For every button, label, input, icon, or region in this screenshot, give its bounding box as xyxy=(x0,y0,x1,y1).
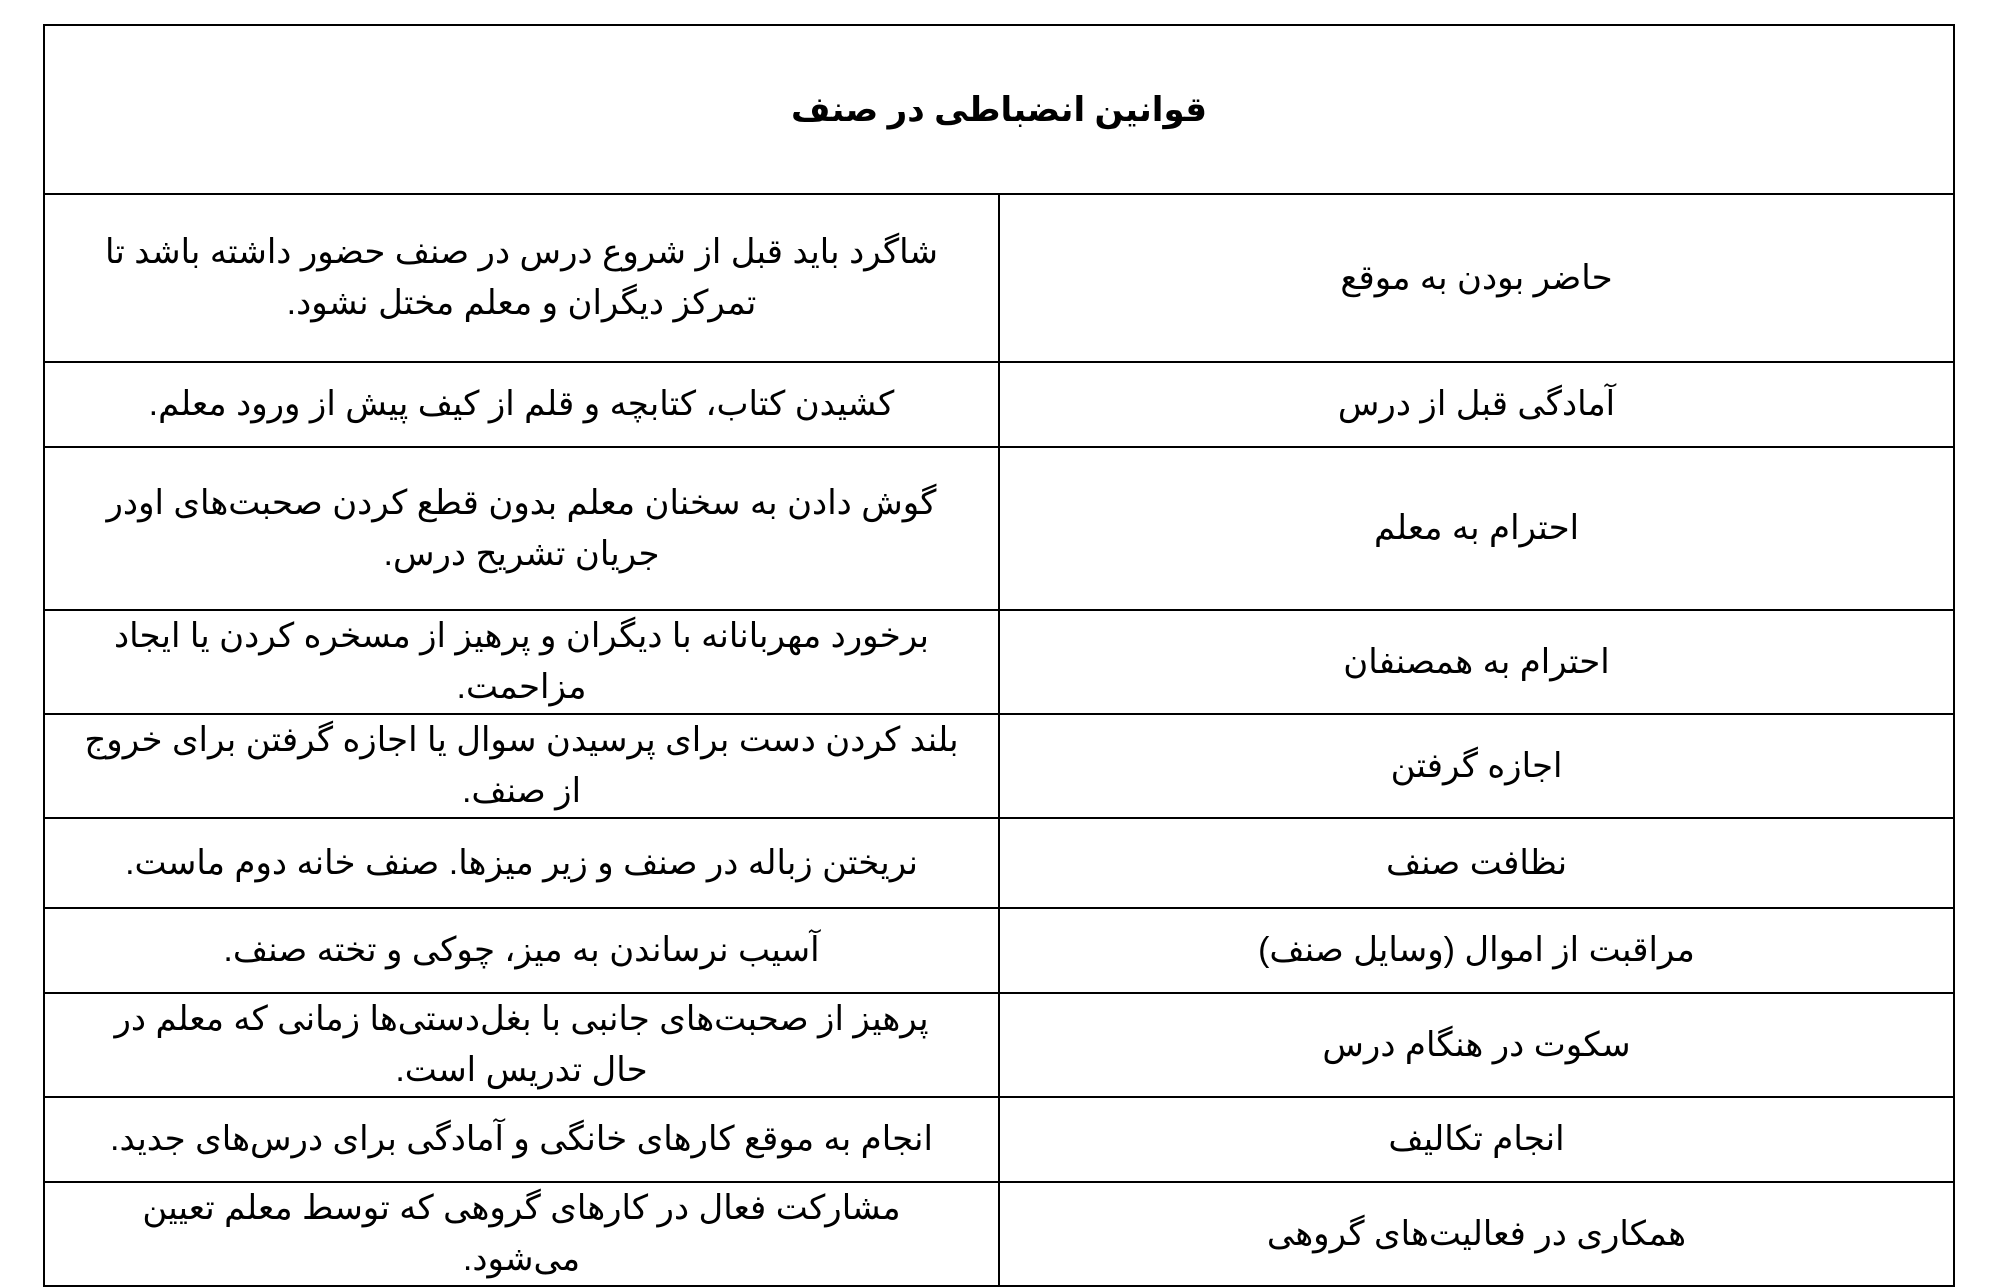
rule-description: انجام به موقع کارهای خانگی و آمادگی برای درس‌های جدید. xyxy=(44,1097,999,1182)
table-row xyxy=(44,1097,1954,1182)
table-row xyxy=(44,714,1954,818)
rule-name: حاضر بودن به موقع xyxy=(999,194,1954,362)
rule-name: آمادگی قبل از درس xyxy=(999,362,1954,447)
rule-name: احترام به معلم xyxy=(999,447,1954,610)
rule-name: احترام به همصنفان xyxy=(999,610,1954,714)
title-row xyxy=(44,25,1954,194)
table-row xyxy=(44,610,1954,714)
page-title: قوانین انضباطی در صنف xyxy=(44,25,1954,194)
rules-table xyxy=(43,24,1955,1287)
rule-description: کشیدن کتاب، کتابچه و قلم از کیف پیش از ورود معلم. xyxy=(44,362,999,447)
table-row xyxy=(44,818,1954,908)
table-row xyxy=(44,194,1954,362)
table-row xyxy=(44,447,1954,610)
rule-name: انجام تکالیف xyxy=(999,1097,1954,1182)
rule-description: پرهیز از صحبت‌های جانبی با بغل‌دستی‌ها زمانی که معلم در حال تدریس است. xyxy=(44,993,999,1097)
table-row xyxy=(44,993,1954,1097)
rule-name: اجازه گرفتن xyxy=(999,714,1954,818)
rule-description: نریختن زباله در صنف و زیر میزها. صنف خانه دوم ماست. xyxy=(44,818,999,908)
table-row xyxy=(44,1182,1954,1286)
rule-description: گوش دادن به سخنان معلم بدون قطع کردن صحبت‌های اودر جریان تشریح درس. xyxy=(44,447,999,610)
table-row xyxy=(44,908,1954,993)
rule-description: برخورد مهربانانه با دیگران و پرهیز از مسخره کردن یا ایجاد مزاحمت. xyxy=(44,610,999,714)
rule-name: مراقبت از اموال (وسایل صنف) xyxy=(999,908,1954,993)
rule-name: همکاری در فعالیت‌های گروهی xyxy=(999,1182,1954,1286)
table-row xyxy=(44,362,1954,447)
rule-description: آسیب نرساندن به میز، چوکی و تخته صنف. xyxy=(44,908,999,993)
rule-description: بلند کردن دست برای پرسیدن سوال یا اجازه گرفتن برای خروج از صنف. xyxy=(44,714,999,818)
rule-description: شاگرد باید قبل از شروع درس در صنف حضور داشته باشد تا تمرکز دیگران و معلم مختل نشود. xyxy=(44,194,999,362)
rule-description: مشارکت فعال در کارهای گروهی که توسط معلم تعیین می‌شود. xyxy=(44,1182,999,1286)
rule-name: نظافت صنف xyxy=(999,818,1954,908)
rule-name: سکوت در هنگام درس xyxy=(999,993,1954,1097)
